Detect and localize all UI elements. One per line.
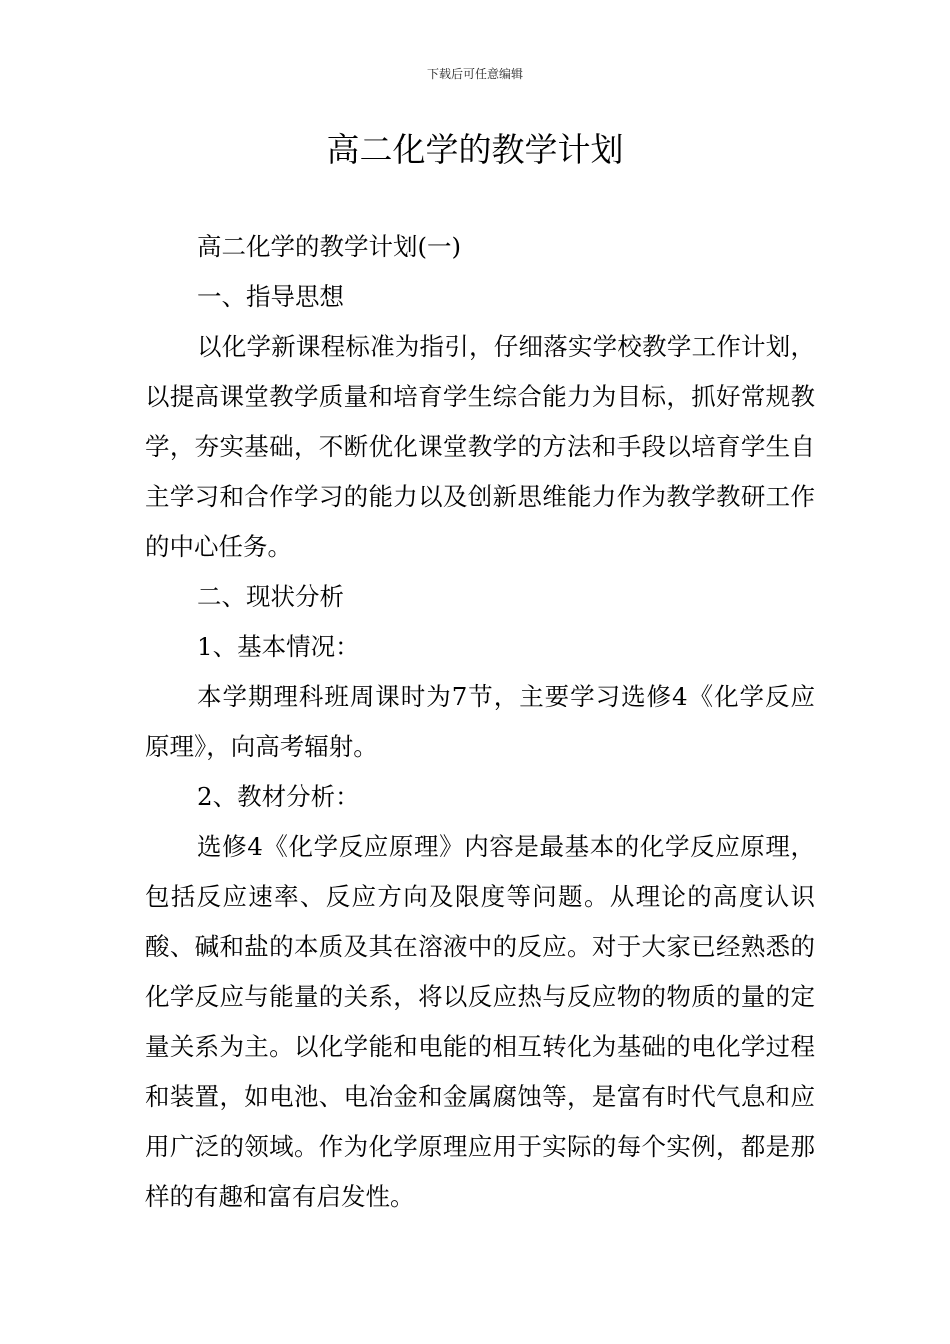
heading-basic-situation: 1、基本情况：: [197, 632, 360, 661]
header-note: 下载后可任意编辑: [426, 67, 523, 81]
document-body: [145, 222, 815, 1222]
heading-textbook-analysis: 2、教材分析：: [197, 782, 360, 811]
section-subtitle: 高二化学的教学计划(一): [197, 232, 462, 261]
document-title: 高二化学的教学计划: [326, 130, 624, 169]
paragraph-guiding-ideology: 以化学新课程标准为指引，仔细落实学校教学工作计划，以提高课堂教学质量和培育学生综合能力为目标，抓好常规教学，夯实基础，不断优化课堂教学的方法和手段以培育学生自主学习和合作学习的能力以及创新思维能力作为教学教研工作的中心任务。: [145, 332, 815, 561]
heading-guiding-ideology: 一、指导思想: [197, 282, 344, 311]
paragraph-textbook-analysis: 选修4《化学反应原理》内容是最基本的化学反应原理，包括反应速率、反应方向及限度等问题。从理论的高度认识酸、碱和盐的本质及其在溶液中的反应。对于大家已经熟悉的化学反应与能量的关系，将以反应热与反应物的物质的量的定量关系为主。以化学能和电能的相互转化为基础的电化学过程和装置，如电池、电冶金和金属腐蚀等，是富有时代气息和应用广泛的领域。作为化学原理应用于实际的每个实例，都是那样的有趣和富有启发性。: [145, 832, 815, 1211]
paragraph-basic-situation: 本学期理科班周课时为7节，主要学习选修4《化学反应原理》，向高考辐射。: [145, 682, 815, 761]
heading-status-analysis: 二、现状分析: [197, 582, 344, 611]
